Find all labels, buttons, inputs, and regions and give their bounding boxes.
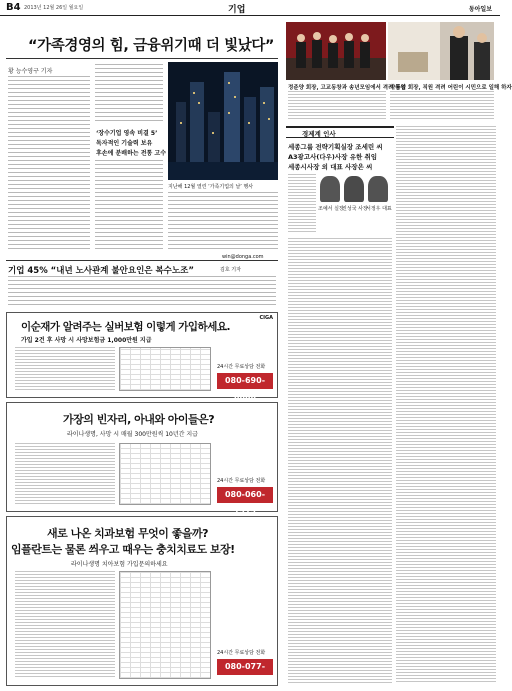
family-ad-call-label: 24시간 무료상담 전화 — [217, 478, 266, 484]
silver-ad-phone[interactable]: 080-690-6600 — [217, 373, 273, 389]
family-ad-subtitle: 라이나생명, 사망 시 매월 300만원씩 10년간 지급 — [67, 431, 198, 438]
photo-news-caption-right: 약품업 회장, 직원 격려 어린이 시민으로 일해 하자 — [390, 85, 512, 91]
family-insurance-ad — [6, 402, 278, 515]
photo-news-text-right — [390, 91, 494, 121]
personnel-headline-2: A3광고사(다우)사장 유한 취임 — [288, 153, 378, 161]
personnel-label-box — [286, 126, 394, 138]
silver-ad-text — [15, 347, 115, 391]
family-ad-text — [15, 443, 115, 505]
photo-news-caption-left: 정준양 회장, 고교동창과 송년모임에서 격려 동참 — [288, 85, 406, 91]
city-night-photo — [168, 62, 278, 180]
photo-news-text-left — [288, 91, 386, 121]
ceremony-photo-right — [388, 22, 494, 80]
article-column-1 — [8, 76, 90, 252]
dental-ad-title-1: 새로 나온 치과보험 무엇이 좋을까? — [47, 527, 208, 540]
personnel-intro-text — [288, 174, 316, 234]
issue-date: 2013년 12월 26일 월요일 — [24, 5, 84, 11]
personnel-list-column-2 — [396, 126, 496, 684]
family-ad-title: 가장의 빈자리, 아내와 아이들은? — [63, 413, 215, 426]
portrait-name-3: 서정우 대표 — [366, 206, 392, 212]
article-column-2 — [95, 64, 163, 124]
page-number: B4 — [6, 2, 21, 13]
portrait-1 — [320, 176, 340, 202]
personnel-headline-3: 세종시사장 외 대표 사장은 씨 — [288, 163, 373, 171]
silver-ad-subtitle: 가입 2건 후 사망 시 사망보험금 1,000만원 지급 — [21, 337, 152, 344]
side-headline: 기업 45% “내년 노사관계 불안요인은 복수노조” — [8, 266, 194, 276]
article-column-2b — [95, 160, 163, 252]
dental-ad-subtitle: 라이나생명 치아보험 가입문의하세요 — [71, 561, 168, 568]
pull-quote-2: 독자적인 기술력 보유 — [96, 140, 153, 147]
side-byline: 김호 기자 — [220, 267, 241, 273]
portrait-name-1: 조예서 실장 — [318, 206, 344, 212]
portrait-3 — [368, 176, 388, 202]
silver-ad-brand: CIGA — [259, 315, 273, 321]
page-header — [0, 0, 500, 16]
divider — [6, 58, 278, 59]
side-article-body — [8, 276, 276, 308]
ceremony-photo-left — [286, 22, 386, 80]
dental-insurance-ad — [6, 516, 278, 686]
masthead: 동아일보 — [468, 6, 492, 13]
article-column-3 — [168, 192, 278, 252]
section-title: 기업 — [228, 5, 246, 15]
dental-ad-title-2: 임플란트는 물론 씌우고 때우는 충치치료도 보장! — [11, 543, 235, 556]
silver-ad-call-label: 24시간 무료상담 전화 — [217, 364, 266, 370]
dental-ad-text — [15, 571, 115, 679]
dental-ad-rate-table — [119, 571, 211, 679]
dental-ad-phone[interactable]: 080-077-7070 — [217, 659, 273, 675]
reporter-email: win@donga.com — [222, 254, 264, 260]
family-ad-phone[interactable]: 080-060-1919 — [217, 487, 273, 503]
personnel-headline-1: 세종그룹 전략기획실장 조세린 씨 — [288, 143, 383, 151]
main-headline: “가족경영의 힘, 금융위기때 더 빛났다” — [28, 38, 275, 54]
divider — [6, 260, 278, 261]
photo-caption: 지난해 12월 열린 ‘가족기업의 날’ 행사 — [168, 184, 254, 190]
personnel-label: 경제계 인사 — [302, 130, 336, 138]
personnel-list-column-1 — [288, 238, 392, 684]
silver-ad-rate-table — [119, 347, 211, 391]
dental-ad-call-label: 24시간 무료상담 전화 — [217, 650, 266, 656]
portrait-2 — [344, 176, 364, 202]
family-ad-rate-table — [119, 443, 211, 505]
pull-quote-3: 후손에 분배하는 전통 고수 — [96, 150, 167, 157]
silver-ad-title: 이순재가 알려주는 실버보험 이렇게 가입하세요. — [21, 321, 230, 333]
pull-quote-1: ‘장수기업 영속 비결 5’ — [96, 130, 158, 137]
portrait-name-2: 진성국 사장 — [342, 206, 368, 212]
byline: 황 능수영구 기자 — [8, 68, 53, 75]
silver-insurance-ad — [6, 312, 278, 401]
